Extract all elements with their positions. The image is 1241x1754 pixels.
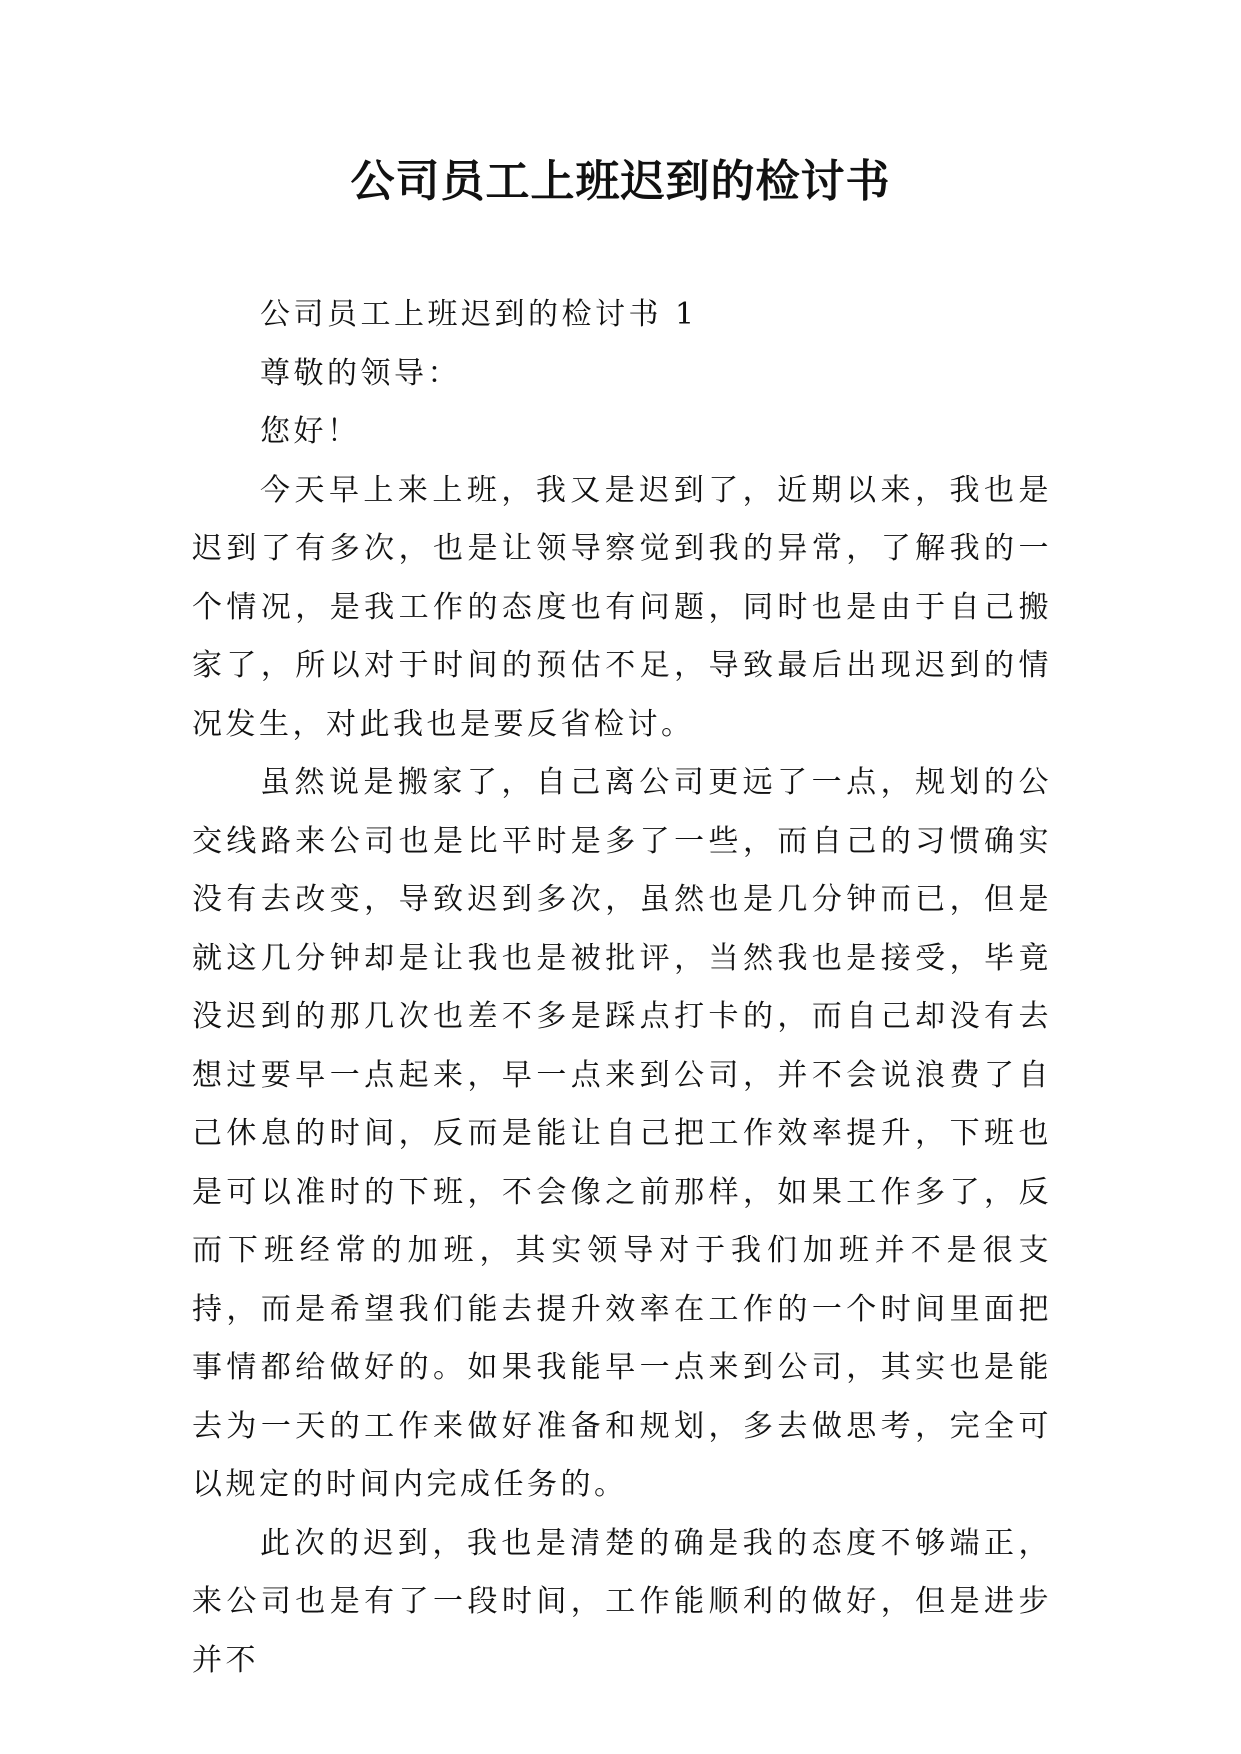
paragraph-salutation: 尊敬的领导：	[260, 355, 461, 391]
paragraph-greeting: 您好！	[260, 414, 361, 449]
paragraph-body-1: 今天早上来上班，我又是迟到了，近期以来，我也是迟到了有多次，也是让领导察觉到我的异常，了解我的一个情况，是我工作的态度也有问题，同时也是由于自己搬家了，所以对于时间的预估不足，导致最后出现迟到的情况发生，对此我也是要反省检讨。	[192, 472, 1052, 742]
paragraph-heading: 公司员工上班迟到的检讨书 1	[260, 297, 698, 332]
paragraph-body-3: 此次的迟到，我也是清楚的确是我的态度不够端正，来公司也是有了一段时间，工作能顺利的做好，但是进步并不	[192, 1525, 1052, 1678]
document-body	[192, 286, 1052, 1690]
document-title: 公司员工上班迟到的检讨书	[350, 156, 891, 207]
paragraph-body-2: 虽然说是搬家了，自己离公司更远了一点，规划的公交线路来公司也是比平时是多了一些，而自己的习惯确实没有去改变，导致迟到多次，虽然也是几分钟而已，但是就这几分钟却是让我也是被批评，当然我也是接受，毕竟没迟到的那几次也差不多是踩点打卡的，而自己却没有去想过要早一点起来，早一点来到公司，并不会说浪费了自己休息的时间，反而是能让自己把工作效率提升，下班也是可以准时的下班，不会像之前那样，如果工作多了，反而下班经常的加班，其实领导对于我们加班并不是很支持，而是希望我们能去提升效率在工作的一个时间里面把事情都给做好的。如果我能早一点来到公司，其实也是能去为一天的工作来做好准备和规划，多去做思考，完全可以规定的时间内完成任务的。	[192, 765, 1052, 1502]
